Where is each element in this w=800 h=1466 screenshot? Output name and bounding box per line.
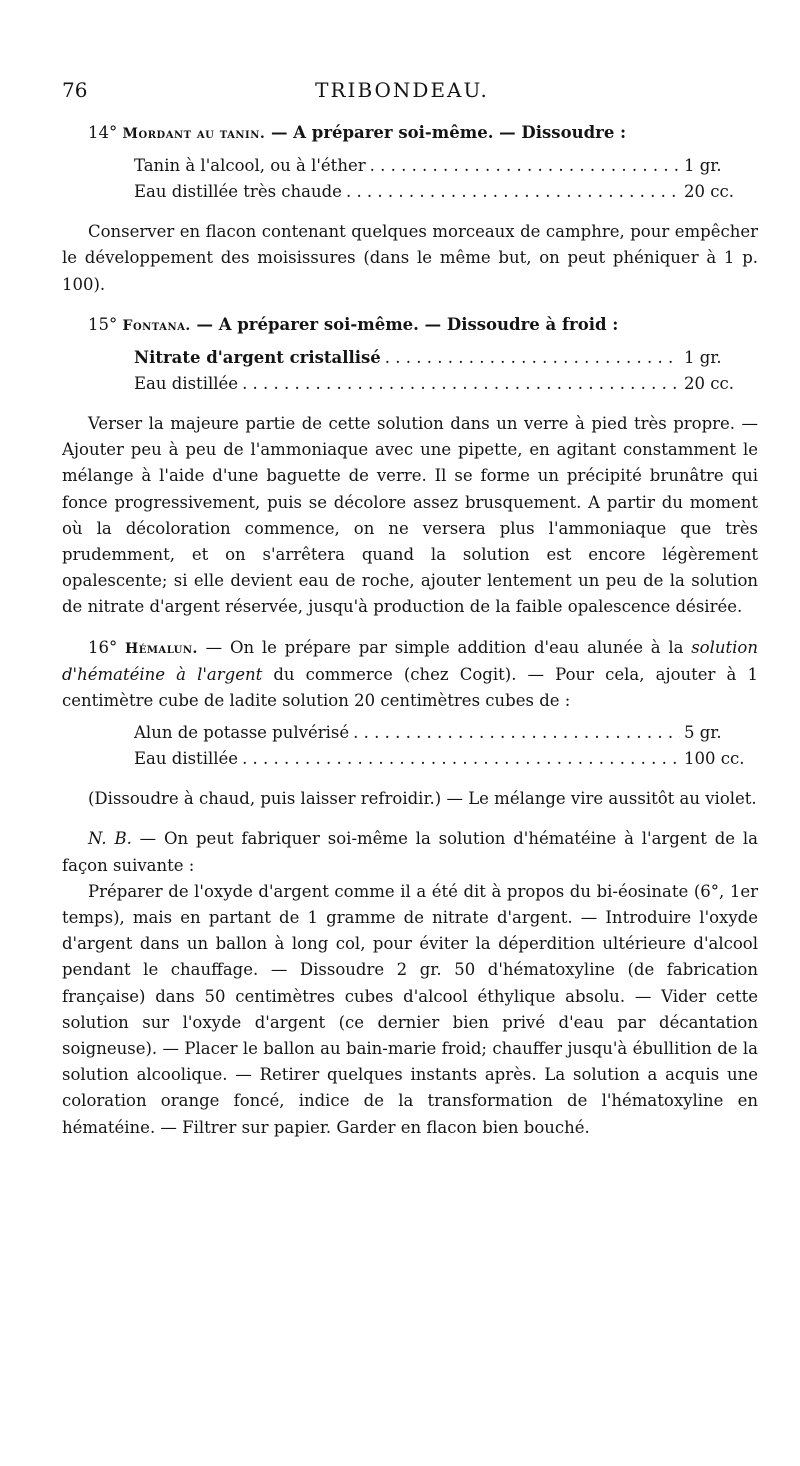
section-14-text: Conserver en flacon contenant quelques morceaux de camphre, pour empêcher le développement des moisissures (dans le même but, on peut phéniquer à 1 p. 100). [62, 222, 758, 294]
page-number: 76 [62, 78, 88, 102]
section-16-number: 16° [88, 637, 118, 657]
section-15-number: 15° [88, 314, 118, 334]
ingredient-quantity: 100 cc. [684, 749, 745, 769]
section-15-heading [62, 312, 758, 339]
dot-leader [346, 179, 680, 205]
ingredient-name: Eau distillée très chaude [134, 182, 342, 202]
ingredient-quantity: 20 cc. [684, 182, 734, 202]
dot-leader [385, 345, 680, 371]
ingredient-name: Tanin à l'alcool, ou à l'éther [134, 156, 366, 176]
section-15-recipe [134, 345, 754, 397]
ingredient-name: Nitrate d'argent cristallisé [134, 348, 381, 368]
recipe-row [134, 746, 754, 772]
recipe-row [134, 371, 754, 397]
section-15-text: Verser la majeure partie de cette solution dans un verre à pied très propre. — Ajouter peu à peu de l'ammoniaque avec une pipette, en agitant constamment le mélange à l'aide d'une baguette de verre. Il se forme un précipité brunâtre qui fonce progressivement, puis se décolore assez brusquement. A partir du moment où la décoloration commence, on ne versera plus l'ammoniaque que très prudemment, et on s'arrêtera quand la solution est encore légèrement opalescente; si elle devient eau de roche, ajouter lentement un peu de la solution de nitrate d'argent réservée, jusqu'à production de la faible opalescence désirée. [62, 414, 758, 617]
ingredient-name: Alun de potasse pulvérisé [134, 723, 350, 743]
recipe-row [134, 153, 754, 179]
section-15-intro: — A préparer soi-même. — Dissoudre à froid : [190, 314, 619, 334]
nb-paragraph [62, 826, 758, 878]
nb-text-1: — On peut fabriquer soi-même la solution d'hématéine à l'argent de la façon suivante : [62, 829, 758, 875]
section-16-title: Hémalun. [125, 640, 198, 657]
nb-procedure-text: Préparer de l'oxyde d'argent comme il a été dit à propos du bi-éosinate (6°, 1er temps), mais en partant de 1 gramme de nitrate d'argent. — Introduire l'oxyde d'argent dans un ballon à long col, pour éviter la déperdition ultérieure d'alcool pendant le chauffage. — Dissoudre 2 gr. 50 d'hématoxyline (de fabrication française) dans 50 centimètres cubes d'alcool éthylique absolu. — Vider cette solution sur l'oxyde d'argent (ce dernier bien privé d'eau par décantation soigneuse). — Placer le ballon au bain-marie froid; chauffer jusqu'à ébullition de la solution alcoolique. — Retirer quelques instants après. La solution a acquis une coloration orange foncé, indice de la transformation de l'hématoxyline en hématéine. — Filtrer sur papier. Garder en flacon bien bouché. [62, 881, 758, 1137]
section-14-number: 14° [88, 123, 118, 142]
section-15-title: Fontana. [122, 317, 191, 334]
ingredient-name: Eau distillée [134, 749, 239, 769]
ingredient-quantity: 1 gr. [684, 348, 722, 368]
section-14-title: Mordant au tanin. [122, 126, 266, 142]
recipe-row [134, 345, 754, 371]
recipe-row [134, 179, 754, 205]
ingredient-quantity: 1 gr. [684, 156, 722, 176]
section-16-intro-italic: solution d'hématéine à l'argent [62, 637, 758, 684]
nb-label: N. B. [88, 829, 132, 849]
section-16-text: (Dissoudre à chaud, puis laisser refroidir.) — Le mélange vire aussitôt au violet. [88, 789, 757, 809]
section-16-paragraph [62, 635, 758, 715]
section-14-intro: — A préparer soi-même. — Dissoudre : [265, 123, 627, 142]
dot-leader [242, 371, 680, 397]
section-14-recipe [134, 153, 754, 205]
running-title: TRIBONDEAU. [315, 78, 489, 102]
recipe-row [134, 720, 754, 746]
section-16-recipe [134, 720, 754, 772]
page-header [62, 78, 742, 108]
dot-leader [370, 153, 680, 179]
section-16-intro-a: — On le prépare par simple addition d'eau alunée à la [197, 637, 692, 657]
ingredient-name: Eau distillée [134, 374, 239, 394]
dot-leader [353, 720, 680, 746]
ingredient-quantity: 5 gr. [684, 723, 722, 743]
dot-leader [242, 746, 680, 772]
page-content [62, 120, 758, 1141]
section-14-heading [62, 120, 758, 147]
ingredient-quantity: 20 cc. [684, 374, 734, 394]
section-16-intro-b: du commerce (chez Cogit). — Pour cela, ajouter à 1 centimètre cube de ladite solution 20 centimètres cubes de : [62, 664, 758, 711]
